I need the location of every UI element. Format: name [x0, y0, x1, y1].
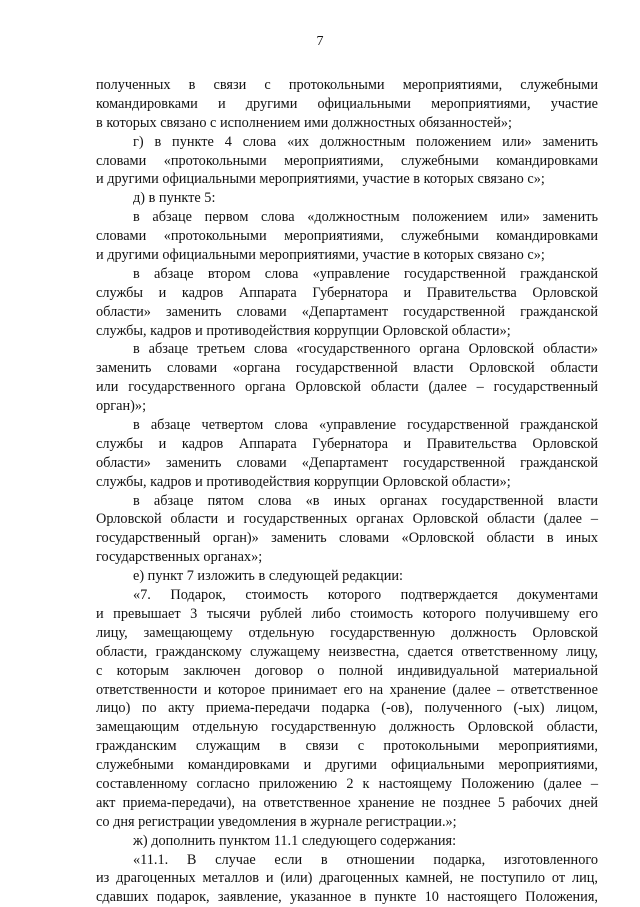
text-line: полученных в связи с протокольными мероприятиями, служебными: [96, 77, 598, 93]
document-body: [96, 76, 598, 907]
text-line: командировками и другими официальными мероприятиями, участие: [96, 95, 598, 112]
text-line: «11.1. В случае если в отношении подарка, изготовленного: [133, 851, 598, 868]
text-line: с которым заключен договор о полной индивидуальной материальной: [96, 662, 598, 679]
text-line: д) в пункте 5:: [133, 190, 216, 207]
text-line: замещающим отдельную государственную должность Орловской области,: [96, 719, 598, 736]
text-line: службы и кадров Аппарата Губернатора и Правительства Орловской: [96, 435, 598, 452]
text-line: службы, кадров и противодействия коррупции Орловской области»;: [96, 473, 511, 490]
text-line: в абзаце втором слова «управление государственной гражданской: [133, 265, 598, 282]
text-line: и превышает 3 тысячи рублей либо стоимость которого получившему его: [96, 605, 598, 622]
text-line: гражданским служащим в связи с протокольными мероприятиями,: [96, 738, 598, 755]
text-line: области, гражданскому служащему неизвестна, сдается ответственному лицу,: [96, 643, 598, 660]
text-line: со дня регистрации уведомления в журнале регистрации.»;: [96, 813, 457, 830]
text-line: службы и кадров Аппарата Губернатора и Правительства Орловской: [96, 284, 598, 301]
text-line: лицу, замещающему отдельную государственную должность Орловской: [96, 624, 598, 641]
text-line: и другими официальными мероприятиями, участие в которых связано с»;: [96, 171, 545, 188]
text-line: службы, кадров и противодействия коррупции Орловской области»;: [96, 322, 511, 339]
text-line: служебными командировками и другими официальными мероприятиями,: [96, 757, 598, 774]
text-line: в которых связано с исполнением ими должностных обязанностей»;: [96, 114, 513, 131]
text-line: сдавших подарок, заявление, указанное в пункте 10 настоящего Положения,: [96, 889, 598, 906]
text-line: словами «протокольными мероприятиями, служебными командировками: [96, 228, 598, 245]
text-line: «7. Подарок, стоимость которого подтверждается документами: [133, 587, 598, 604]
text-line: акт приема-передачи), на ответственное хранение не позднее 5 рабочих дней: [96, 794, 598, 811]
text-line: области» заменить словами «Департамент государственной гражданской: [96, 303, 598, 320]
text-line: области» заменить словами «Департамент государственной гражданской: [96, 454, 598, 471]
text-line: г) в пункте 4 слова «их должностным положением или» заменить: [133, 133, 598, 150]
text-line: в абзаце пятом слова «в иных органах государственной власти: [133, 492, 598, 509]
text-line: составленному согласно приложению 2 к настоящему Положению (далее –: [96, 775, 598, 792]
text-line: лицо) по акту приема-передачи подарка (-ов), полученного (-ых) лицом,: [96, 700, 598, 717]
text-line: или государственного органа Орловской области (далее – государственный: [96, 379, 598, 396]
text-line: орган)»;: [96, 398, 147, 415]
text-line: словами «протокольными мероприятиями, служебными командировками: [96, 152, 598, 169]
text-line: государственных органах»;: [96, 549, 263, 566]
text-line: е) пункт 7 изложить в следующей редакции:: [133, 568, 403, 585]
text-line: Орловской области и государственных органах Орловской области (далее –: [96, 511, 598, 528]
text-line: в абзаце первом слова «должностным положением или» заменить: [133, 209, 598, 226]
text-line: ответственности и которое принимает его на хранение (далее – ответственное: [96, 681, 598, 698]
text-line: ж) дополнить пунктом 11.1 следующего содержания:: [133, 832, 457, 849]
text-line: заменить словами «органа государственной власти Орловской области: [96, 360, 598, 377]
page-number: 7: [316, 34, 324, 49]
text-line: в абзаце четвертом слова «управление государственной гражданской: [133, 417, 598, 434]
text-line: и другими официальными мероприятиями, участие в которых связано с»;: [96, 247, 545, 264]
text-line: из драгоценных металлов и (или) драгоценных камней, не поступило от лиц,: [96, 870, 598, 887]
text-line: государственный орган)» заменить словами «Орловской области в иных: [96, 530, 598, 547]
text-line: в абзаце третьем слова «государственного органа Орловской области»: [133, 341, 598, 358]
